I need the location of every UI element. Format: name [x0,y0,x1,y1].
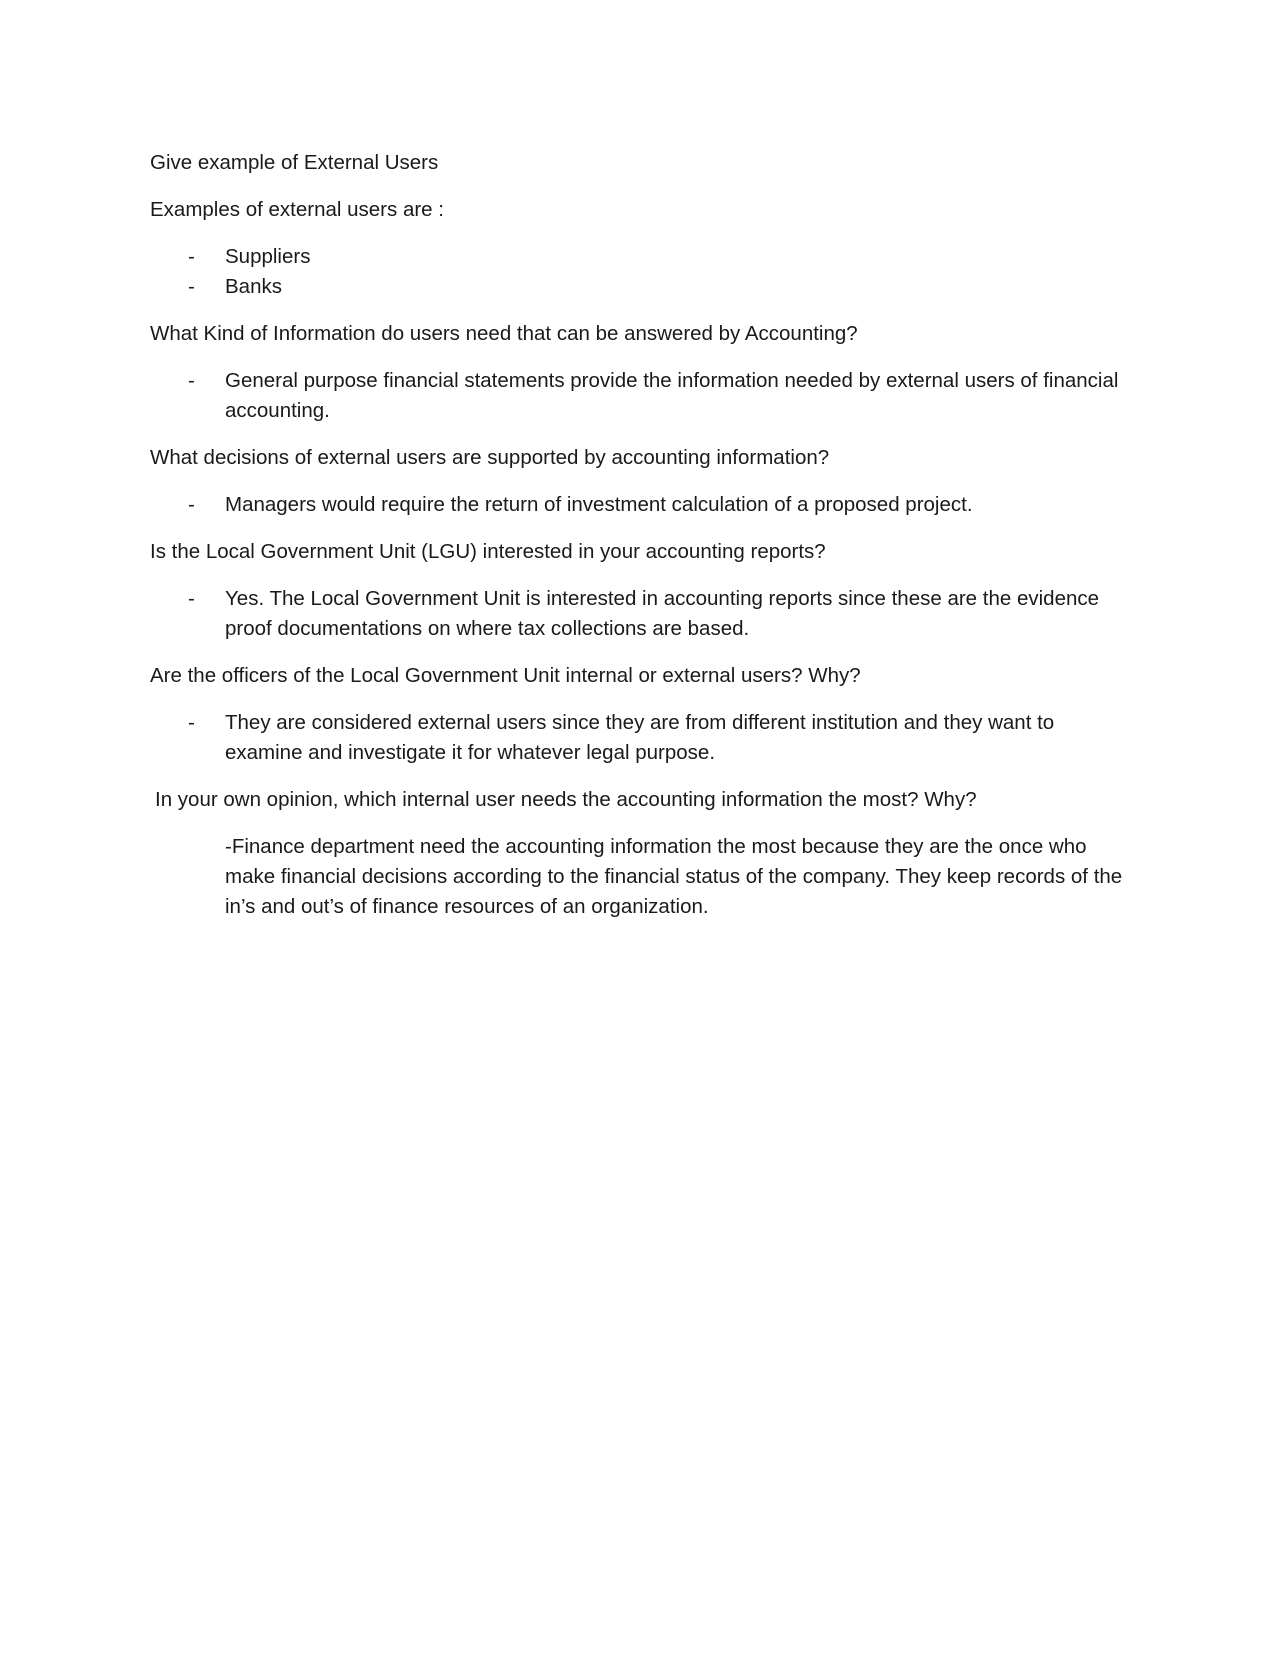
information-needs-answer [150,366,1130,426]
internal-user-opinion-answer: -Finance department need the accounting information the most because they are the once who make financial decisions according to the financial status of the company. They keep records of the in’s and out’s of finance resources of an organization. [225,835,1123,918]
question-internal-user-opinion: In your own opinion, which internal user needs the accounting information the most? Why? [155,788,977,811]
dash-bullet: - [188,587,195,610]
question-information-needs: What Kind of Information do users need that can be answered by Accounting? [150,322,858,345]
list-item [150,272,1130,302]
list-item-text: Yes. The Local Government Unit is interested in accounting reports since these are the evidence proof documentations on where tax collections are based. [225,587,1100,640]
question-lgu-officers: Are the officers of the Local Government Unit internal or external users? Why? [150,664,861,687]
list-item-text: Banks [225,275,282,298]
dash-bullet: - [188,245,195,268]
external-users-intro: Examples of external users are : [150,198,444,221]
dash-bullet: - [188,493,195,516]
question-decisions-supported: What decisions of external users are supported by accounting information? [150,446,830,469]
question-external-users-example: Give example of External Users [150,151,439,174]
document-body [150,148,1130,939]
external-users-list [150,242,1130,302]
list-item-text: Managers would require the return of investment calculation of a proposed project. [225,493,973,516]
dash-bullet: - [188,711,195,734]
list-item [150,708,1130,768]
list-item-text: General purpose financial statements provide the information needed by external users of financial accounting. [225,369,1119,422]
list-item-text: They are considered external users since they are from different institution and they want to examine and investigate it for whatever legal purpose. [225,711,1055,764]
list-item [150,490,1130,520]
list-item [150,584,1130,644]
lgu-officers-answer [150,708,1130,768]
dash-bullet: - [188,369,195,392]
list-item-text: Suppliers [225,245,311,268]
dash-bullet: - [188,275,195,298]
question-lgu-interest: Is the Local Government Unit (LGU) interested in your accounting reports? [150,540,826,563]
list-item [150,366,1130,426]
decisions-supported-answer [150,490,1130,520]
list-item [150,242,1130,272]
lgu-interest-answer [150,584,1130,644]
